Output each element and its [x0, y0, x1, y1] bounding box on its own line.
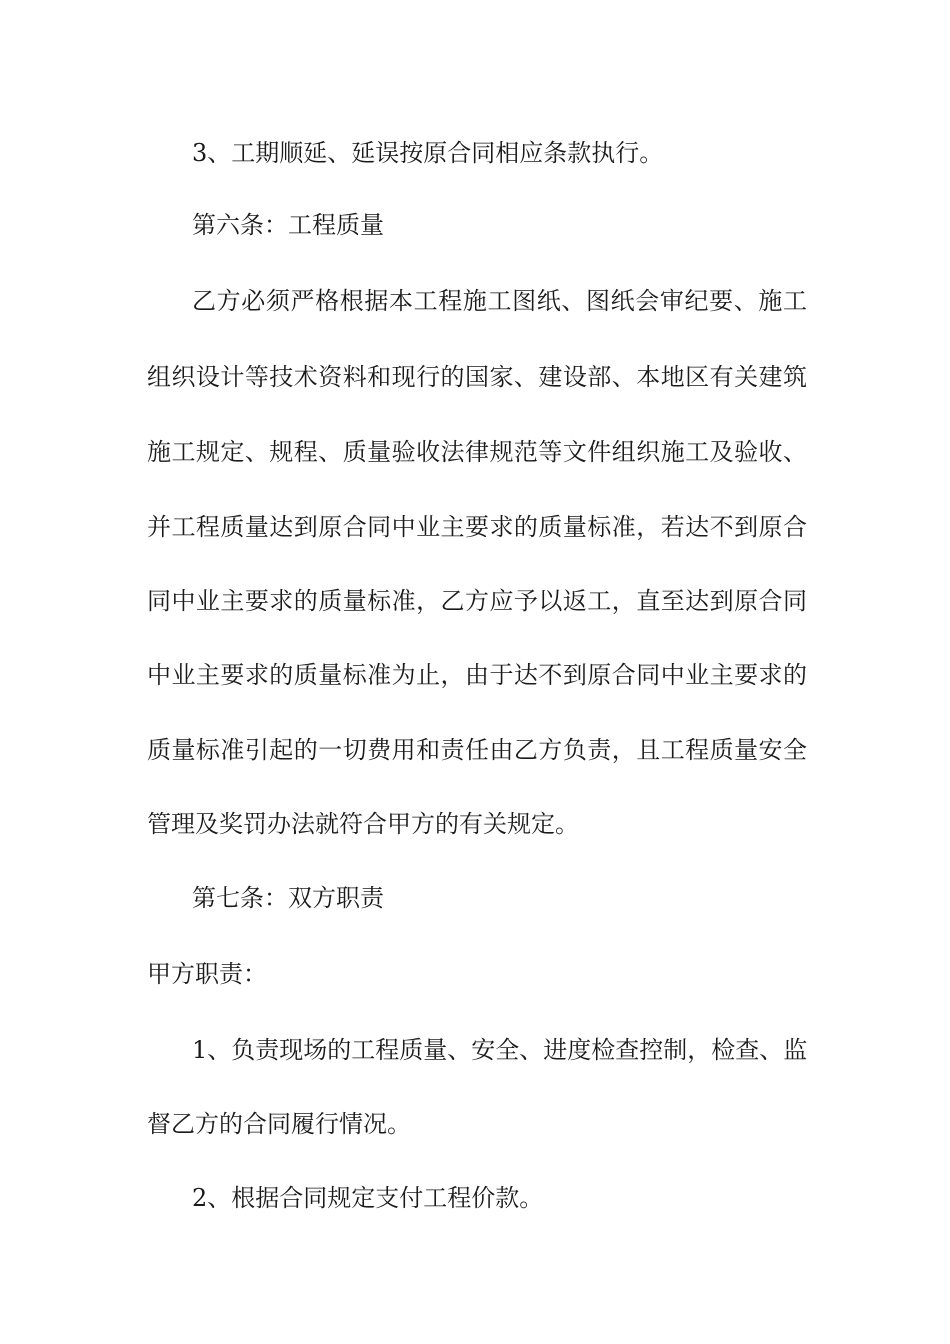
paragraph-quality-line-7: 质量标准引起的一切费用和责任由乙方负责，且工程质量安全	[147, 736, 807, 764]
paragraph-duty-1-line-1: 1、负责现场的工程质量、安全、进度检查控制，检查、监	[192, 1036, 808, 1064]
heading-party-a-duties: 甲方职责：	[147, 960, 267, 988]
paragraph-quality-line-4: 并工程质量达到原合同中业主要求的质量标准，若达不到原合	[147, 513, 807, 541]
paragraph-quality-line-6: 中业主要求的质量标准为止，由于达不到原合同中业主要求的	[147, 661, 807, 689]
paragraph-delay-clause: 3、工期顺延、延误按原合同相应条款执行。	[192, 139, 664, 167]
paragraph-quality-line-5: 同中业主要求的质量标准，乙方应予以返工，直至达到原合同	[147, 587, 807, 615]
heading-article-7: 第七条：双方职责	[192, 884, 384, 912]
paragraph-quality-line-2: 组织设计等技术资料和现行的国家、建设部、本地区有关建筑	[147, 363, 807, 391]
paragraph-quality-line-8: 管理及奖罚办法就符合甲方的有关规定。	[147, 810, 579, 838]
heading-article-6: 第六条：工程质量	[192, 211, 384, 239]
paragraph-duty-2: 2、根据合同规定支付工程价款。	[192, 1184, 544, 1212]
paragraph-quality-line-3: 施工规定、规程、质量验收法律规范等文件组织施工及验收、	[147, 438, 807, 466]
paragraph-duty-1-line-2: 督乙方的合同履行情况。	[147, 1110, 411, 1138]
paragraph-quality-line-1: 乙方必须严格根据本工程施工图纸、图纸会审纪要、施工	[192, 287, 807, 315]
